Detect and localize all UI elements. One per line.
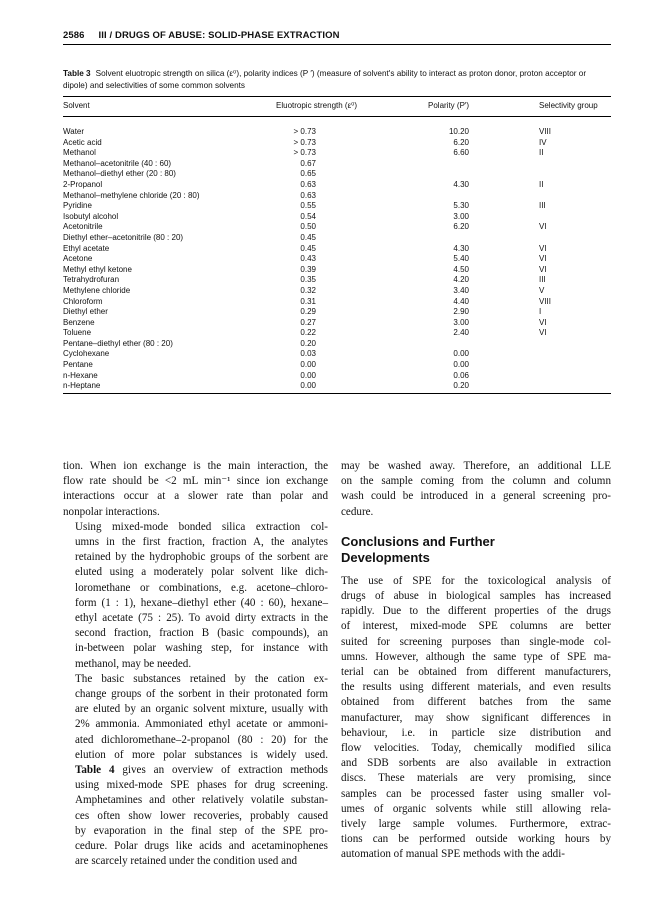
cell-polarity: 4.30 (453, 179, 469, 189)
text-line: umes of organic solvents while still allowing rela- (341, 802, 611, 815)
table-row (63, 371, 611, 382)
cell-polarity: 3.40 (453, 285, 469, 295)
cell-eluotropic-strength: 0.55 (300, 201, 316, 211)
text-line: are scarcely retained under the condition used and (75, 855, 298, 868)
text-line: nonpolar interactions. (63, 505, 160, 518)
cell-eluotropic-strength: 0.27 (300, 317, 316, 327)
cell-selectivity-group: VI (539, 254, 547, 264)
cell-polarity: 4.30 (453, 243, 469, 253)
table-row (63, 180, 611, 191)
text-line: cedure. (341, 505, 374, 518)
table-row (63, 148, 611, 159)
running-head (63, 30, 613, 41)
cell-eluotropic-strength: > 0.73 (293, 127, 316, 136)
cell-selectivity-group: II (539, 148, 544, 158)
cell-solvent: Tetrahydrofuran (63, 275, 120, 285)
cell-eluotropic-strength: 0.63 (300, 190, 316, 200)
cell-polarity: 3.00 (453, 317, 469, 327)
cell-polarity: 4.50 (453, 264, 469, 274)
text-line: tions can be performed outside working hours by (341, 833, 611, 846)
cell-selectivity-group: VI (539, 317, 547, 327)
table-row (63, 328, 611, 339)
cell-solvent: Methanol–methylene chloride (20 : 80) (63, 190, 200, 200)
cell-selectivity-group: VI (539, 243, 547, 253)
cell-solvent: Pentane–diethyl ether (80 : 20) (63, 338, 173, 348)
text-line: ethyl acetate (75 : 25). To avoid dirty extracts in the (75, 612, 328, 625)
table-top-rule (63, 96, 611, 97)
table-row (63, 318, 611, 329)
table-bottom-rule (63, 393, 611, 394)
right-text-column (341, 459, 611, 863)
text-line: loromethane or combinations, e.g. acetone–chloro- (75, 581, 328, 594)
text-line: tively large sample volumes. Furthermore, extrac- (341, 818, 611, 831)
left-text-column (63, 459, 328, 869)
cell-solvent: Methyl ethyl ketone (63, 264, 132, 274)
cell-eluotropic-strength: 0.45 (300, 243, 316, 253)
cell-polarity: 0.06 (453, 370, 469, 380)
cell-solvent: n-Heptane (63, 381, 101, 391)
text-line: The use of SPE for the toxicological analysis of (341, 574, 611, 587)
table-row (63, 201, 611, 212)
text-line: Table 4 gives an overview of extraction methods (75, 764, 328, 777)
cell-polarity: 0.20 (453, 381, 469, 391)
text-line: using mixed-mode SPE phases for drug screening. (75, 779, 328, 792)
table-caption-text: Solvent eluotropic strength on silica (ε⁰), polarity indices (P ′) (measure of solvent's ability to interact as proton donor, proton acceptor or dipole) and selectivities of some common solvents (63, 69, 587, 90)
text-line: umns in the first fraction, fraction A, the analytes (75, 536, 328, 549)
text-line: rapidly. Due to the different properties of the drugs (341, 605, 611, 618)
table-row (63, 191, 611, 202)
cell-selectivity-group: VI (539, 222, 547, 232)
text-line: form (1 : 1), hexane–diethyl ether (40 : 60), hexane– (75, 596, 328, 609)
table-row (63, 244, 611, 255)
table-row (63, 286, 611, 297)
cell-eluotropic-strength: 0.20 (300, 338, 316, 348)
text-line: 2% ammonia. Ammoniated ethyl acetate or ammoni- (75, 718, 328, 731)
table-row (63, 349, 611, 360)
cell-polarity: 5.30 (453, 201, 469, 211)
text-line: manufacturer, may show significant differences in (341, 711, 611, 724)
text-line: on the sample coming from the column and column (341, 475, 611, 488)
solvent-table (63, 96, 611, 394)
table-4-reference: Table 4 (75, 764, 115, 777)
text-line: cedure. Polar drugs like acids and acetaminophenes (75, 840, 328, 853)
table-row (63, 159, 611, 170)
table-row (63, 381, 611, 392)
cell-polarity: 0.00 (453, 349, 469, 359)
text-line: ated dichloromethane–2-propanol (80 : 20) for the (75, 733, 328, 746)
text-line: The basic substances retained by the cation ex- (75, 672, 328, 685)
cell-solvent: Acetonitrile (63, 222, 103, 232)
text-line: of interest, mixed-mode SPE columns are better (341, 620, 611, 633)
cell-polarity: 4.40 (453, 296, 469, 306)
text-line: are eluted by an organic solvent mixture, usually with (75, 703, 328, 716)
cell-eluotropic-strength: 0.31 (300, 296, 316, 306)
table-caption (63, 68, 611, 92)
cell-eluotropic-strength: 0.29 (300, 307, 316, 317)
cell-selectivity-group: II (539, 179, 544, 189)
cell-eluotropic-strength: 0.63 (300, 179, 316, 189)
text-line: retained by the hydrophobic groups of the sorbent are (75, 551, 328, 564)
table-row (63, 233, 611, 244)
table-row (63, 169, 611, 180)
cell-eluotropic-strength: > 0.73 (293, 137, 316, 147)
text-line: and SDB sorbents are also available in extraction (341, 757, 611, 770)
cell-solvent: Diethyl ether (63, 307, 108, 317)
text-line: may be washed away. Therefore, an additional LLE (341, 460, 611, 472)
paragraph-additional-lle (341, 459, 611, 520)
paragraph-ion-exchange-flow (63, 459, 328, 520)
cell-selectivity-group: I (539, 307, 542, 317)
table-header-rule (63, 116, 611, 117)
paragraph-mixed-mode-fraction-a (63, 520, 328, 672)
table-row (63, 254, 611, 265)
table-row (63, 275, 611, 286)
table-row (63, 212, 611, 223)
cell-selectivity-group: III (539, 201, 546, 211)
table-row (63, 222, 611, 233)
cell-eluotropic-strength: 0.67 (300, 158, 316, 168)
cell-solvent: Pentane (63, 360, 93, 370)
cell-polarity: 6.20 (453, 222, 469, 232)
cell-polarity: 6.20 (453, 137, 469, 147)
cell-solvent: Pyridine (63, 201, 92, 211)
cell-solvent: Acetone (63, 254, 93, 264)
table-row (63, 265, 611, 276)
cell-eluotropic-strength: 0.45 (300, 232, 316, 242)
text-line: Using mixed-mode bonded silica extraction col- (75, 520, 328, 533)
cell-selectivity-group: VIII (539, 127, 552, 136)
text-line: second fraction, fraction B (basic compounds), an (75, 627, 328, 640)
text-line: tion. When ion exchange is the main interaction, the (63, 460, 328, 472)
text-line: Amphetamines and other relatively volatile substan- (75, 794, 328, 807)
cell-solvent: Methanol (63, 148, 96, 158)
table-row (63, 297, 611, 308)
cell-solvent: Isobutyl alcohol (63, 211, 119, 221)
table-row (63, 307, 611, 318)
cell-eluotropic-strength: 0.65 (300, 169, 316, 179)
text-line: terial can be obtained from different manufacturers, (341, 666, 611, 679)
cell-polarity: 5.40 (453, 254, 469, 264)
cell-eluotropic-strength: 0.00 (300, 360, 316, 370)
text-line: automation of manual SPE methods with the addi- (341, 848, 565, 861)
section-heading-conclusions: Conclusions and Further Developments (341, 533, 495, 565)
cell-selectivity-group: III (539, 275, 546, 285)
text-line: behaviour, i.e. in particle size distribution and (341, 726, 611, 739)
header-selectivity-group: Selectivity group (539, 101, 598, 110)
header-solvent: Solvent (63, 101, 90, 110)
cell-eluotropic-strength: 0.54 (300, 211, 316, 221)
cell-solvent: Chloroform (63, 296, 103, 306)
text-line: discs. These materials are very promising, since (341, 772, 611, 785)
cell-eluotropic-strength: 0.00 (300, 370, 316, 380)
text-line: in-between polar washing step, for instance with (75, 642, 328, 655)
text-line: drugs of abuse in biological samples has increased (341, 590, 611, 603)
cell-polarity: 0.00 (453, 360, 469, 370)
text-line: wash could be introduced in a general screening pro- (341, 490, 611, 503)
text-line: ces often show lower recoveries, probably caused (75, 809, 328, 822)
text-line: umns. However, although the same type of SPE ma- (341, 650, 611, 663)
text-line: flow rate should be <2 mL min⁻¹ since ion exchange (63, 475, 328, 488)
table-row (63, 360, 611, 371)
cell-eluotropic-strength: 0.35 (300, 275, 316, 285)
cell-selectivity-group: V (539, 285, 545, 295)
text-line: methanol, may be needed. (75, 657, 192, 670)
cell-solvent: Methylene chloride (63, 285, 131, 295)
cell-solvent: Methanol–acetonitrile (40 : 60) (63, 158, 172, 168)
page-number: 2586 (63, 30, 85, 41)
cell-polarity: 2.90 (453, 307, 469, 317)
paragraph-conclusions (341, 574, 611, 863)
cell-selectivity-group: VIII (539, 296, 552, 306)
cell-solvent: Methanol–diethyl ether (20 : 80) (63, 169, 176, 179)
cell-solvent: Diethyl ether–acetonitrile (80 : 20) (63, 232, 184, 242)
table-label: Table 3 (63, 69, 91, 78)
cell-selectivity-group: VI (539, 328, 547, 338)
header-eluotropic-strength: Eluotropic strength (ε⁰) (276, 101, 358, 110)
text-line: change groups of the sorbent in their protonated form (75, 688, 328, 701)
text-line: by evaporation in the final step of the SPE pro- (75, 824, 328, 837)
cell-solvent: Ethyl acetate (63, 243, 110, 253)
text-line: flow velocities. Today, chemically modified silica (341, 742, 611, 755)
paragraph-basic-substances (63, 672, 328, 870)
cell-solvent: 2-Propanol (63, 179, 103, 189)
cell-selectivity-group: VI (539, 264, 547, 274)
cell-eluotropic-strength: 0.39 (300, 264, 316, 274)
text-line: obtained from different batches from the same (341, 696, 611, 709)
table-row (63, 138, 611, 149)
cell-eluotropic-strength: > 0.73 (293, 148, 316, 158)
text-line: suited for screening purposes than single-mode col- (341, 635, 611, 648)
cell-solvent: Acetic acid (63, 137, 102, 147)
cell-solvent: Benzene (63, 317, 95, 327)
cell-eluotropic-strength: 0.32 (300, 285, 316, 295)
cell-polarity: 3.00 (453, 211, 469, 221)
cell-polarity: 6.60 (453, 148, 469, 158)
cell-solvent: Toluene (63, 328, 92, 338)
cell-polarity: 4.20 (453, 275, 469, 285)
header-rule (63, 44, 611, 45)
cell-eluotropic-strength: 0.43 (300, 254, 316, 264)
text-line: elution of more polar substances is widely used. (75, 748, 328, 761)
cell-eluotropic-strength: 0.00 (300, 381, 316, 391)
table-row (63, 339, 611, 350)
text-line: interactions occur at a slower rate than polar and (63, 490, 328, 503)
text-line: the results using different materials, and even results (341, 681, 611, 694)
cell-solvent: Cyclohexane (63, 349, 110, 359)
cell-eluotropic-strength: 0.22 (300, 328, 316, 338)
text-line: samples can be processed faster using smaller vol- (341, 787, 611, 800)
table-header-row (63, 101, 611, 113)
cell-solvent: Water (63, 127, 85, 136)
cell-selectivity-group: IV (539, 137, 547, 147)
running-title: III / DRUGS OF ABUSE: SOLID-PHASE EXTRACTION (98, 30, 340, 41)
table-row (63, 127, 611, 138)
table-body (63, 127, 611, 392)
cell-polarity: 2.40 (453, 328, 469, 338)
cell-polarity: 10.20 (448, 127, 469, 136)
cell-solvent: n-Hexane (63, 370, 98, 380)
header-polarity: Polarity (P′) (428, 101, 470, 110)
cell-eluotropic-strength: 0.03 (300, 349, 316, 359)
cell-eluotropic-strength: 0.50 (300, 222, 316, 232)
text-line: eluted using a moderately polar solvent like dich- (75, 566, 328, 579)
